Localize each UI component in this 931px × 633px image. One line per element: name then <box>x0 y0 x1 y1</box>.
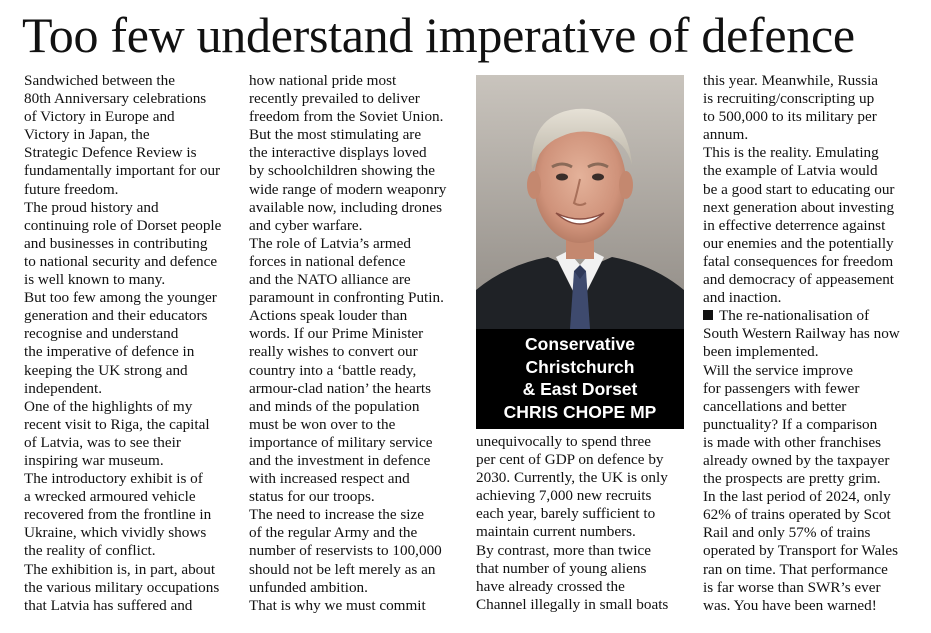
article-text-line: and businesses in contributing <box>24 234 208 252</box>
article-text-line: is far worse than SWR’s ever <box>703 578 881 596</box>
article-text-line: of the regular Army and the <box>249 524 418 542</box>
article-text-line: In the last period of 2024, only <box>703 488 891 506</box>
article-text-line: By contrast, more than twice <box>476 541 652 559</box>
article-text-line: unequivocally to spend three <box>476 433 652 450</box>
article-text-line: in effective deterrence against <box>703 216 886 234</box>
article-text-line: fundamentally important for our <box>24 162 221 180</box>
article-text-line: Strategic Defence Review is <box>24 144 197 162</box>
article-text-line: is well known to many. <box>24 271 166 289</box>
article-text-line: The role of Latvia’s armed <box>249 234 411 252</box>
article-text: The re-nationalisation of <box>719 307 870 325</box>
article-text-line: and inaction. <box>703 289 782 307</box>
article-column-4 <box>703 72 918 615</box>
article-text-line: fatal consequences for freedom <box>703 252 894 270</box>
article-text-line: operated by Transport for Wales <box>703 542 899 560</box>
article-text-line: is recruiting/conscripting up <box>703 90 875 108</box>
article-text-line: and minds of the population <box>249 397 420 415</box>
article-text-line: how national pride most <box>249 72 397 89</box>
article-text-line: recently prevailed to deliver <box>249 90 420 108</box>
article-text-line: One of the highlights of my <box>24 397 193 415</box>
article-text-line: recognise and understand <box>24 325 179 343</box>
article-text-line: was. You have been warned! <box>703 596 877 614</box>
article-text-line: wide range of modern weaponry <box>249 180 447 198</box>
article-text-line: and democracy of appeasement <box>703 271 895 289</box>
caption-constituency-line-2: & East Dorset <box>522 379 638 399</box>
author-caption <box>476 333 684 423</box>
article-text-line: the imperative of defence in <box>24 343 195 361</box>
article-text-line: status for our troops. <box>249 488 375 506</box>
article-text-line: importance of military service <box>249 433 433 451</box>
article-text-line: the example of Latvia would <box>703 162 878 180</box>
article-text-line: freedom from the Soviet Union. <box>249 108 444 126</box>
caption-constituency-line-1: Christchurch <box>525 356 635 377</box>
article-text-line: Ukraine, which vividly shows <box>24 524 207 542</box>
author-portrait <box>476 75 684 329</box>
article-text-line: But the most stimulating are <box>249 126 422 144</box>
article-text-line: forces in national defence <box>249 252 406 270</box>
article-text-line: words. If our Prime Minister <box>249 325 424 343</box>
article-text-line: achieving 7,000 new recruits <box>476 487 652 505</box>
article-text-line: the various military occupations <box>24 578 220 596</box>
article-text-line: annum. <box>703 126 749 144</box>
article-text-line: But too few among the younger <box>24 289 217 307</box>
article-text-line: ran on time. That performance <box>703 560 888 578</box>
article-text-line: Actions speak louder than <box>249 307 408 325</box>
article-text-line: Sandwiched between the <box>24 72 175 89</box>
article-text-line: 80th Anniversary celebrations <box>24 90 207 108</box>
article-text-line: recent visit to Riga, the capital <box>24 415 210 433</box>
article-text-line: to national security and defence <box>24 252 218 270</box>
article-text-line: that Latvia has suffered and <box>24 596 193 614</box>
article-text-line: keeping the UK strong and <box>24 361 188 379</box>
article-text-line: really wishes to convert our <box>249 343 418 361</box>
article-text-line: for passengers with fewer <box>703 379 860 397</box>
article-text-line: independent. <box>24 379 103 397</box>
caption-author-name: CHRIS CHOPE MP <box>503 401 657 422</box>
article-text-line: number of reservists to 100,000 <box>249 542 442 560</box>
article-text-line: and cyber warfare. <box>249 216 363 234</box>
article-text-line: Victory in Japan, the <box>24 126 150 144</box>
article-text-line: 62% of trains operated by Scot <box>703 506 891 524</box>
article-text-line: South Western Railway has now <box>703 325 900 343</box>
author-photo-block <box>476 75 684 429</box>
article-column-3 <box>476 433 686 614</box>
article-text-line: the reality of conflict. <box>24 542 156 560</box>
article-text-line: Channel illegally in small boats <box>476 595 669 613</box>
article-text-line: already owned by the taxpayer <box>703 451 890 469</box>
article-text-line: available now, including drones <box>249 198 443 216</box>
article-text-line: by schoolchildren showing the <box>249 162 436 180</box>
article-text-line: future freedom. <box>24 180 119 198</box>
article-text-line: generation and their educators <box>24 307 208 325</box>
article-text-line: and the investment in defence <box>249 451 431 469</box>
article-text-line: inspiring war museum. <box>24 451 164 469</box>
article-text-line: unfunded ambition. <box>249 578 368 596</box>
article-text-line: This is the reality. Emulating <box>703 144 879 162</box>
article-text-line: per cent of GDP on defence by <box>476 451 664 469</box>
article-text-line: punctuality? If a comparison <box>703 415 878 433</box>
article-text-line: country into a ‘battle ready, <box>249 361 417 379</box>
article-text-line: 2030. Currently, the UK is only <box>476 469 668 487</box>
article-text-line: The proud history and <box>24 198 159 216</box>
article-text-line: and the NATO alliance are <box>249 271 411 289</box>
article-text-line: The introductory exhibit is of <box>24 470 203 488</box>
article-text-line: cancellations and better <box>703 397 847 415</box>
article-text-line: each year, barely sufficient to <box>476 505 656 523</box>
article-text-line: of Latvia, was to see their <box>24 433 181 451</box>
article-text-line: The need to increase the size <box>249 506 424 524</box>
article-text-line: that number of young aliens <box>476 559 647 577</box>
article-text-line: next generation about investing <box>703 198 895 216</box>
article-text-line: recovered from the frontline in <box>24 506 212 524</box>
article-text-line: been implemented. <box>703 343 819 361</box>
article-text-line: with increased respect and <box>249 470 410 488</box>
article-text-line: this year. Meanwhile, Russia <box>703 72 879 89</box>
article-text-line: the interactive displays loved <box>249 144 427 162</box>
article-text-line: That is why we must commit <box>249 596 426 614</box>
article-text-line: Will the service improve <box>703 361 853 379</box>
article-text-line: our enemies and the potentially <box>703 234 894 252</box>
article-text-line: must be won over to the <box>249 415 396 433</box>
article-text-line: armour-clad nation’ the hearts <box>249 379 432 397</box>
section-bullet-icon <box>703 310 713 320</box>
article-text-line: The exhibition is, in part, about <box>24 560 216 578</box>
article-text-line: Rail and only 57% of trains <box>703 524 871 542</box>
article-text-line: have already crossed the <box>476 577 625 595</box>
article-column-2 <box>249 72 467 615</box>
article-text-line: paramount in confronting Putin. <box>249 289 444 307</box>
article-text-line: continuing role of Dorset people <box>24 216 222 234</box>
article-text-line: a wrecked armoured vehicle <box>24 488 196 506</box>
caption-party: Conservative <box>525 334 635 354</box>
article-text-line: of Victory in Europe and <box>24 108 175 126</box>
article-text-line: should not be left merely as an <box>249 560 436 578</box>
article-column-1 <box>24 72 242 615</box>
article-text-line: maintain current numbers. <box>476 523 636 541</box>
article-text-line <box>703 307 918 325</box>
article-text-line: is made with other franchises <box>703 433 881 451</box>
article-text-line: the prospects are pretty grim. <box>703 470 881 488</box>
article-text-line: be a good start to educating our <box>703 180 895 198</box>
headline: Too few understand imperative of defence <box>22 7 855 63</box>
article-text-line: to 500,000 to its military per <box>703 108 877 126</box>
